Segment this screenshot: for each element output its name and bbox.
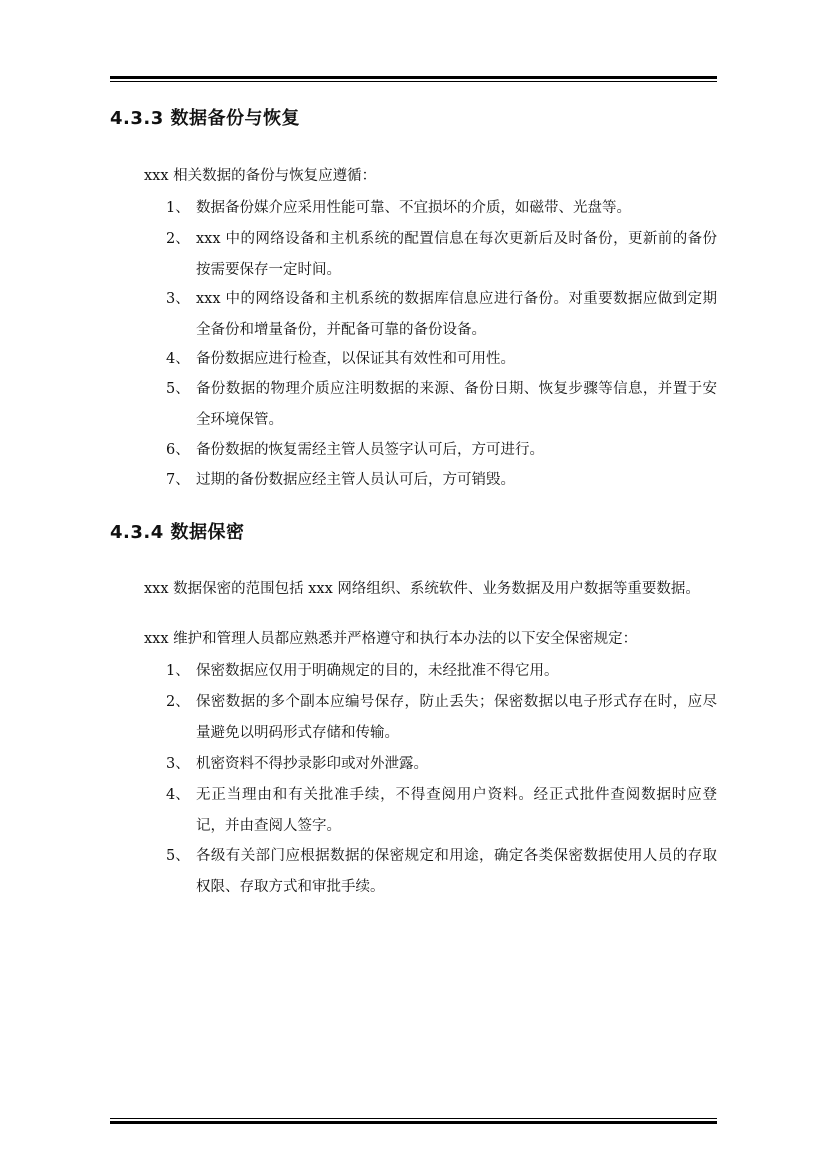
list-item [166, 687, 717, 749]
list-item-text: 保密数据的多个副本应编号保存，防止丢失；保密数据以电子形式存在时，应尽量避免以明码形式存储和传输。 [196, 694, 717, 741]
list-item-number: 3、 [166, 291, 190, 307]
list-item-text: 备份数据的物理介质应注明数据的来源、备份日期、恢复步骤等信息，并置于安全环境保管。 [196, 381, 717, 428]
list-item-number: 2、 [166, 231, 190, 247]
list-item-number: 4、 [166, 351, 190, 367]
list-item-text: 各级有关部门应根据数据的保密规定和用途，确定各类保密数据使用人员的存取权限、存取方式和审批手续。 [196, 848, 717, 895]
list-item-number: 2、 [166, 694, 190, 710]
list-item [166, 841, 717, 903]
list-item-text: 保密数据应仅用于明确规定的目的，未经批准不得它用。 [196, 663, 559, 679]
list-item-text: 机密资料不得抄录影印或对外泄露。 [196, 756, 428, 772]
section-heading-data-confidentiality: 4.3.4 数据保密 [110, 522, 245, 543]
list-item-number: 1、 [166, 200, 190, 216]
list-item-number: 1、 [166, 663, 190, 679]
list-item [166, 780, 717, 842]
list-item-number: 3、 [166, 756, 190, 772]
list-item-text: 无正当理由和有关批准手续，不得查阅用户资料。经正式批件查阅数据时应登记，并由查阅人签字。 [196, 787, 717, 834]
list-item-text: 备份数据应进行检查，以保证其有效性和可用性。 [196, 351, 515, 367]
backup-intro: xxx 相关数据的备份与恢复应遵循： [144, 168, 377, 184]
list-item-number: 5、 [166, 381, 190, 397]
list-item-text: 数据备份媒介应采用性能可靠、不宜损坏的介质，如磁带、光盘等。 [196, 200, 631, 216]
header-rule [110, 76, 717, 82]
list-item-number: 6、 [166, 442, 190, 458]
list-item-number: 4、 [166, 787, 190, 803]
list-item-number: 7、 [166, 472, 190, 488]
confidentiality-rules-intro: xxx 维护和管理人员都应熟悉并严格遵守和执行本办法的以下安全保密规定： [144, 631, 638, 647]
list-item [166, 435, 717, 466]
list-item-number: 5、 [166, 848, 190, 864]
footer-rule [110, 1118, 717, 1124]
list-item-text: 备份数据的恢复需经主管人员签字认可后，方可进行。 [196, 442, 544, 458]
list-item [166, 284, 717, 346]
list-item [166, 374, 717, 436]
list-item [166, 224, 717, 286]
list-item-text: xxx 中的网络设备和主机系统的配置信息在每次更新后及时备份，更新前的备份按需要保存一定时间。 [196, 231, 717, 278]
list-item [166, 656, 717, 687]
list-item [166, 749, 717, 780]
section-heading-data-backup: 4.3.3 数据备份与恢复 [110, 108, 301, 129]
list-item [166, 193, 717, 224]
list-item-text: 过期的备份数据应经主管人员认可后，方可销毁。 [196, 472, 515, 488]
list-item-text: xxx 中的网络设备和主机系统的数据库信息应进行备份。对重要数据应做到定期全备份和增量备份，并配备可靠的备份设备。 [196, 291, 717, 338]
confidentiality-scope: xxx 数据保密的范围包括 xxx 网络组织、系统软件、业务数据及用户数据等重要数据。 [144, 581, 700, 597]
list-item [166, 344, 717, 375]
list-item [166, 465, 717, 496]
